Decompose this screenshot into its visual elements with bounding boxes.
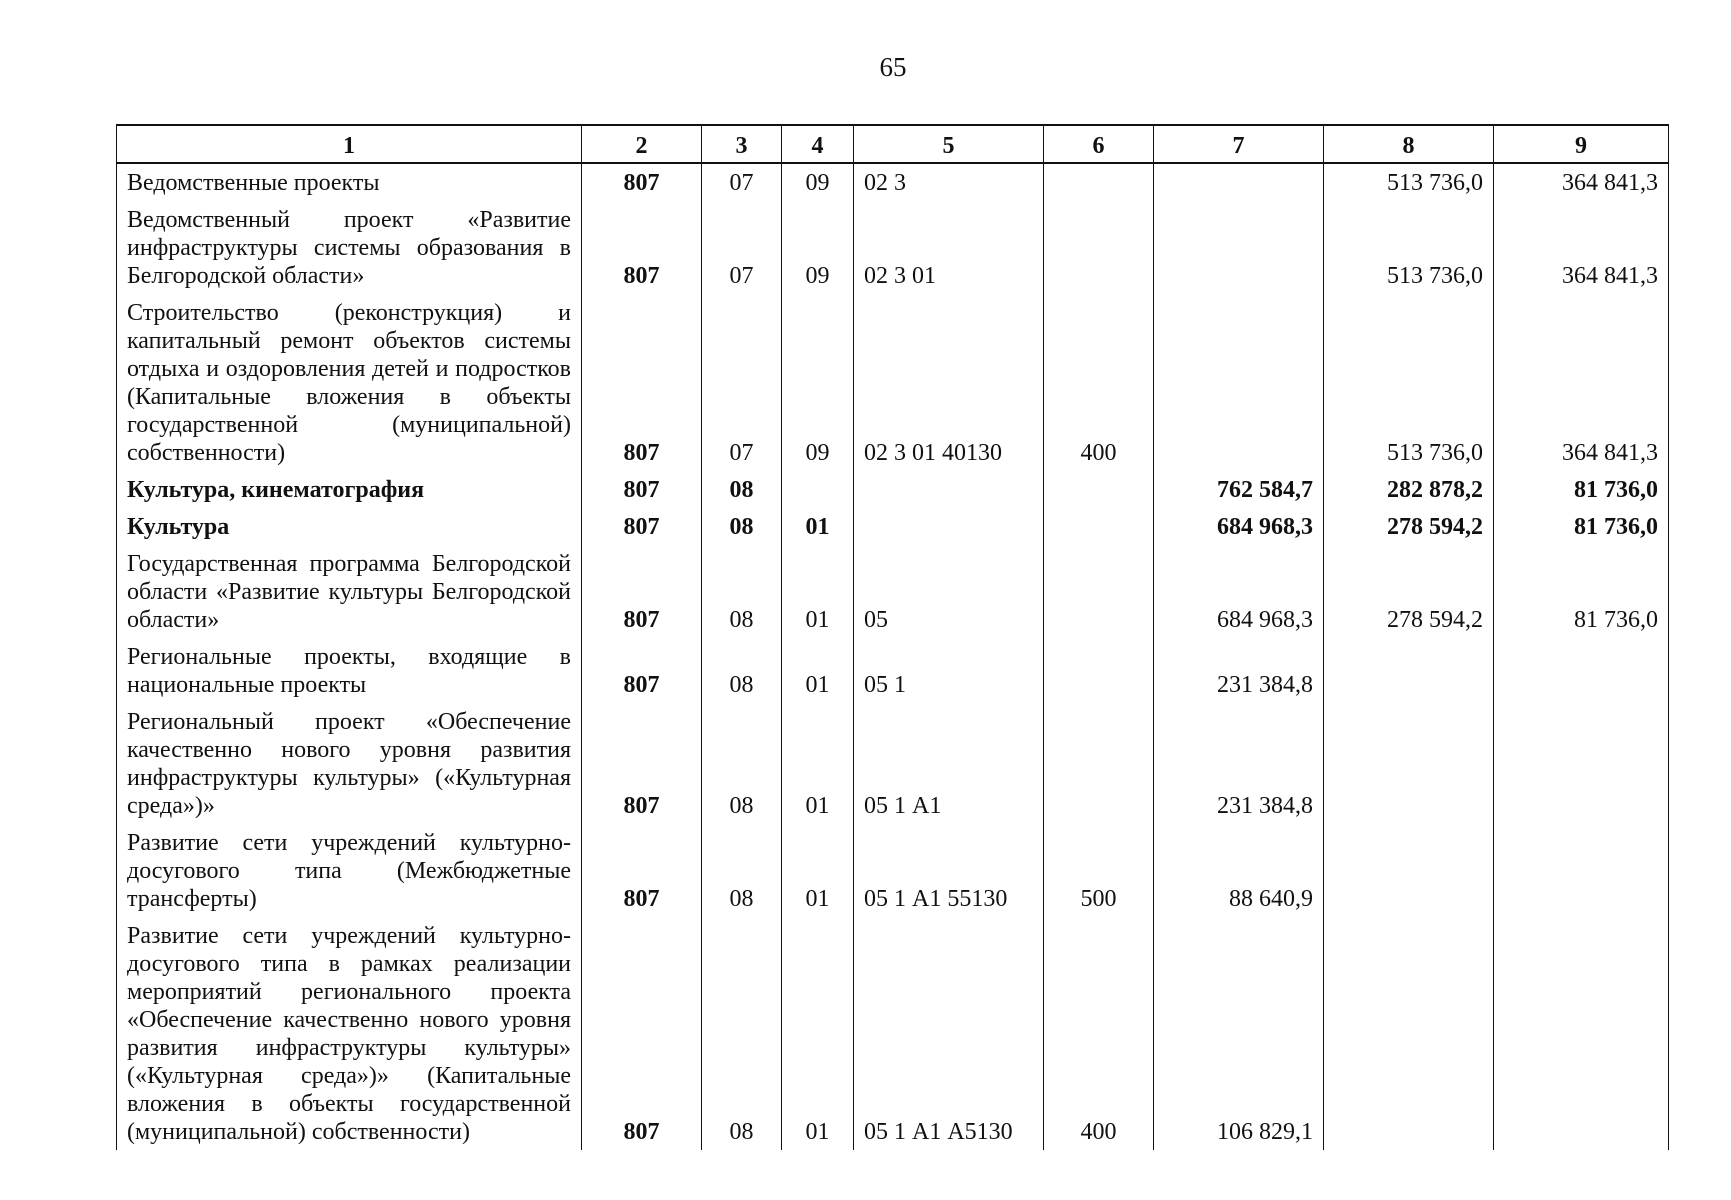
row-expense-type-cell [1044, 508, 1154, 545]
row-amount-col8-cell [1324, 824, 1494, 917]
row-name-cell: Строительство (реконструкция) и капитальный ремонт объектов системы отдыха и оздоровления детей и подростков (Капитальные вложения в объекты государственной (муниципальной) собственности) [117, 294, 582, 471]
table-row [117, 703, 1669, 824]
row-target-article-cell: 05 1 А1 55130 [854, 824, 1044, 917]
row-target-article-cell: 05 1 А1 [854, 703, 1044, 824]
header-col-5: 5 [854, 125, 1044, 163]
row-target-article-cell: 05 [854, 545, 1044, 638]
row-amount-col8-cell [1324, 917, 1494, 1150]
row-amount-col9-cell: 364 841,3 [1494, 163, 1669, 201]
row-amount-col8-cell: 278 594,2 [1324, 508, 1494, 545]
header-col-4: 4 [782, 125, 854, 163]
row-amount-col7-cell: 231 384,8 [1154, 703, 1324, 824]
row-section-cell: 08 [702, 917, 782, 1150]
row-name-cell: Культура [117, 508, 582, 545]
row-section-cell: 08 [702, 471, 782, 508]
table-row [117, 917, 1669, 1150]
row-amount-col9-cell [1494, 638, 1669, 703]
row-name-cell: Ведомственный проект «Развитие инфраструктуры системы образования в Белгородской области» [117, 201, 582, 294]
header-col-3: 3 [702, 125, 782, 163]
row-amount-col8-cell: 278 594,2 [1324, 545, 1494, 638]
row-amount-col9-cell: 81 736,0 [1494, 471, 1669, 508]
table-body [117, 163, 1669, 1150]
row-target-article-cell [854, 508, 1044, 545]
row-expense-type-cell [1044, 638, 1154, 703]
row-subsection-cell: 01 [782, 917, 854, 1150]
header-col-8: 8 [1324, 125, 1494, 163]
row-subsection-cell [782, 471, 854, 508]
row-ministry-code-cell: 807 [582, 294, 702, 471]
header-col-6: 6 [1044, 125, 1154, 163]
row-target-article-cell: 02 3 [854, 163, 1044, 201]
row-subsection-cell: 01 [782, 545, 854, 638]
row-amount-col7-cell: 762 584,7 [1154, 471, 1324, 508]
row-name-cell: Региональные проекты, входящие в национальные проекты [117, 638, 582, 703]
table-row [117, 201, 1669, 294]
row-name-cell: Культура, кинематография [117, 471, 582, 508]
table-row [117, 545, 1669, 638]
row-ministry-code-cell: 807 [582, 824, 702, 917]
header-col-9: 9 [1494, 125, 1669, 163]
row-amount-col9-cell [1494, 917, 1669, 1150]
row-expense-type-cell: 500 [1044, 824, 1154, 917]
row-section-cell: 08 [702, 703, 782, 824]
row-amount-col9-cell [1494, 703, 1669, 824]
row-amount-col9-cell: 81 736,0 [1494, 508, 1669, 545]
header-row [117, 125, 1669, 163]
row-expense-type-cell [1044, 703, 1154, 824]
row-target-article-cell: 02 3 01 40130 [854, 294, 1044, 471]
row-ministry-code-cell: 807 [582, 703, 702, 824]
row-amount-col9-cell: 81 736,0 [1494, 545, 1669, 638]
row-ministry-code-cell: 807 [582, 545, 702, 638]
row-section-cell: 07 [702, 201, 782, 294]
row-amount-col7-cell [1154, 163, 1324, 201]
row-section-cell: 08 [702, 824, 782, 917]
row-amount-col7-cell: 684 968,3 [1154, 545, 1324, 638]
table-row [117, 638, 1669, 703]
row-amount-col7-cell: 684 968,3 [1154, 508, 1324, 545]
row-amount-col7-cell [1154, 201, 1324, 294]
row-amount-col8-cell [1324, 638, 1494, 703]
row-amount-col8-cell: 513 736,0 [1324, 294, 1494, 471]
row-amount-col9-cell: 364 841,3 [1494, 201, 1669, 294]
row-target-article-cell: 05 1 А1 А5130 [854, 917, 1044, 1150]
row-name-cell: Ведомственные проекты [117, 163, 582, 201]
row-subsection-cell: 09 [782, 201, 854, 294]
row-expense-type-cell: 400 [1044, 917, 1154, 1150]
row-section-cell: 07 [702, 294, 782, 471]
row-name-cell: Развитие сети учреждений культурно-досугового типа в рамках реализации мероприятий регионального проекта «Обеспечение качественно нового уровня развития инфраструктуры культуры» («Культурная среда»)» (Капитальные вложения в объекты государственной (муниципальной) собственности) [117, 917, 582, 1150]
row-subsection-cell: 01 [782, 638, 854, 703]
row-ministry-code-cell: 807 [582, 163, 702, 201]
row-expense-type-cell [1044, 201, 1154, 294]
row-amount-col9-cell [1494, 824, 1669, 917]
row-expense-type-cell: 400 [1044, 294, 1154, 471]
row-subsection-cell: 01 [782, 703, 854, 824]
row-section-cell: 07 [702, 163, 782, 201]
row-amount-col8-cell: 513 736,0 [1324, 201, 1494, 294]
row-target-article-cell: 05 1 [854, 638, 1044, 703]
row-amount-col7-cell [1154, 294, 1324, 471]
header-col-2: 2 [582, 125, 702, 163]
header-col-7: 7 [1154, 125, 1324, 163]
row-ministry-code-cell: 807 [582, 638, 702, 703]
table-row [117, 824, 1669, 917]
table-row [117, 508, 1669, 545]
row-section-cell: 08 [702, 545, 782, 638]
row-expense-type-cell [1044, 471, 1154, 508]
row-amount-col8-cell [1324, 703, 1494, 824]
row-subsection-cell: 01 [782, 508, 854, 545]
table-row [117, 294, 1669, 471]
row-amount-col9-cell: 364 841,3 [1494, 294, 1669, 471]
row-amount-col7-cell: 88 640,9 [1154, 824, 1324, 917]
row-amount-col7-cell: 231 384,8 [1154, 638, 1324, 703]
table-row [117, 163, 1669, 201]
row-subsection-cell: 01 [782, 824, 854, 917]
row-expense-type-cell [1044, 545, 1154, 638]
row-target-article-cell: 02 3 01 [854, 201, 1044, 294]
page-number: 65 [879, 52, 907, 82]
row-section-cell: 08 [702, 508, 782, 545]
row-target-article-cell [854, 471, 1044, 508]
row-name-cell: Региональный проект «Обеспечение качественно нового уровня развития инфраструктуры культуры» («Культурная среда»)» [117, 703, 582, 824]
row-name-cell: Государственная программа Белгородской области «Развитие культуры Белгородской области» [117, 545, 582, 638]
row-ministry-code-cell: 807 [582, 917, 702, 1150]
row-section-cell: 08 [702, 638, 782, 703]
budget-table [116, 124, 1669, 1150]
row-ministry-code-cell: 807 [582, 508, 702, 545]
row-ministry-code-cell: 807 [582, 471, 702, 508]
row-subsection-cell: 09 [782, 294, 854, 471]
row-amount-col7-cell: 106 829,1 [1154, 917, 1324, 1150]
row-ministry-code-cell: 807 [582, 201, 702, 294]
header-col-1: 1 [117, 125, 582, 163]
table-row [117, 471, 1669, 508]
row-expense-type-cell [1044, 163, 1154, 201]
row-amount-col8-cell: 513 736,0 [1324, 163, 1494, 201]
row-amount-col8-cell: 282 878,2 [1324, 471, 1494, 508]
row-name-cell: Развитие сети учреждений культурно-досугового типа (Межбюджетные трансферты) [117, 824, 582, 917]
row-subsection-cell: 09 [782, 163, 854, 201]
